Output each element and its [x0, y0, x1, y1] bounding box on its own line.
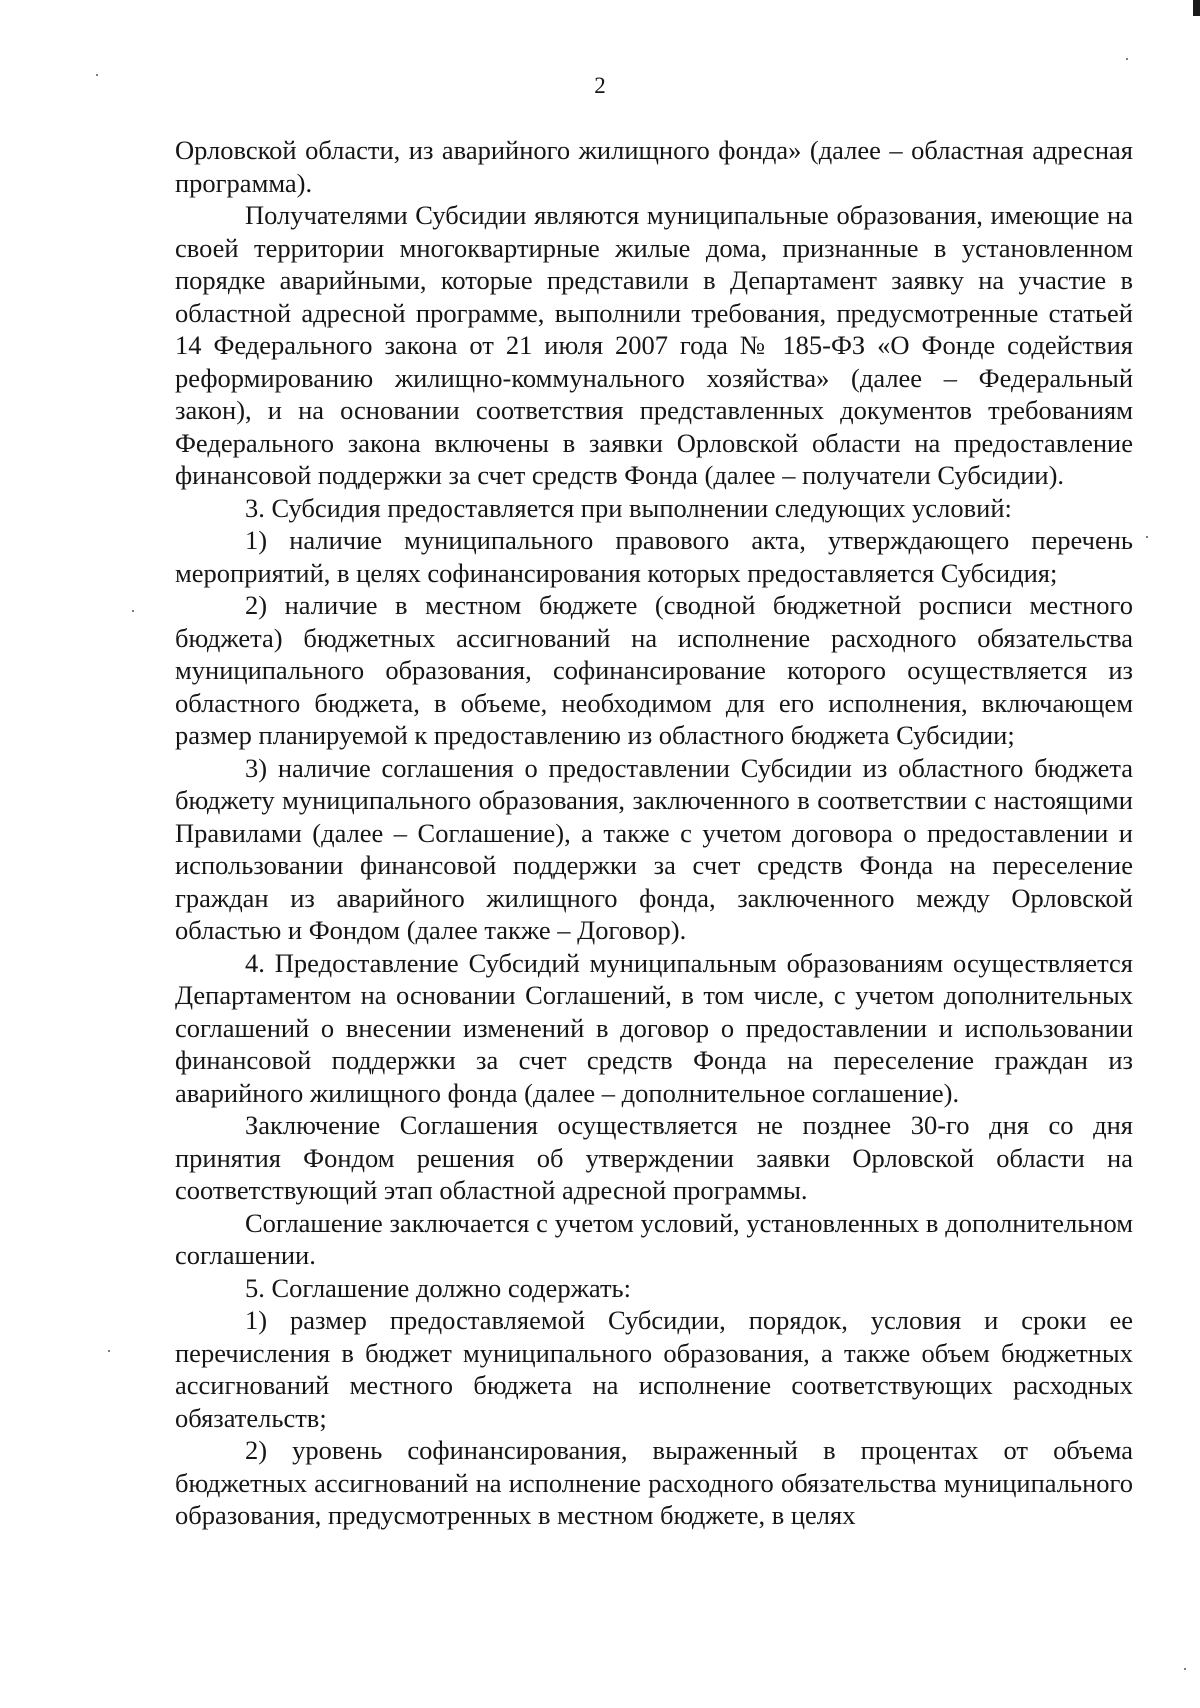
paragraph: 2) наличие в местном бюджете (сводной бюджетной росписи местного бюджета) бюджетных ассигнований на исполнение расходного обязательства муниципального образования, софинансирование которого осуществляется из областного бюджета, в объеме, необходимом для его исполнения, включающем размер планируемой к предоставлению из областного бюджета Субсидии; [175, 590, 1133, 750]
paragraph: 1) наличие муниципального правового акта, утверждающего перечень мероприятий, в целях софинансирования которых предоставляется Субсидия; [175, 525, 1133, 588]
paragraph: 1) размер предоставляемой Субсидии, порядок, условия и сроки ее перечисления в бюджет муниципального образования, а также объем бюджетных ассигнований местного бюджета на исполнение соответствующих расходных обязательств; [175, 1305, 1133, 1433]
paragraph: 3. Субсидия предоставляется при выполнении следующих условий: [245, 492, 1012, 523]
document-body [175, 134, 1133, 1532]
paragraph: 4. Предоставление Субсидий муниципальным образованиям осуществляется Департаментом на основании Соглашений, в том числе, с учетом дополнительных соглашений о внесении изменений в договор о предоставлении и использовании финансовой поддержки за счет средств Фонда на переселение граждан из аварийного жилищного фонда (далее – дополнительное соглашение). [175, 947, 1133, 1108]
paragraph: Орловской области, из аварийного жилищного фонда» (далее – областная адресная программа). [175, 135, 1133, 198]
paragraph: Получателями Субсидии являются муниципальные образования, имеющие на своей территории многоквартирные жилые дома, признанные в установленном порядке аварийными, которые представили в Департамент заявку на участие в областной адресной программе, выполнили требования, предусмотренные статьей 14 Федерального закона от 21 июля 2007 года № 185-ФЗ «О Фонде содействия реформированию жилищно-коммунального хозяйства» (далее – Федеральный закон), и на основании соответствия представленных документов требованиям Федерального закона включены в заявки Орловской области на предоставление финансовой поддержки за счет средств Фонда (далее – получатели Субсидии). [175, 200, 1133, 490]
scan-speck [132, 610, 134, 612]
paragraph: Заключение Соглашения осуществляется не позднее 30-го дня со дня принятия Фондом решения об утверждении заявки Орловской области на соответствующий этап областной адресной программы. [175, 1110, 1133, 1205]
paragraph: 3) наличие соглашения о предоставлении Субсидии из областного бюджета бюджету муниципального образования, заключенного в соответствии с настоящими Правилами (далее – Соглашение), а также с учетом договора о предоставлении и использовании финансовой поддержки за счет средств Фонда на переселение граждан из аварийного жилищного фонда, заключенного между Орловской областью и Фондом (далее также – Договор). [175, 752, 1133, 945]
scan-speck [1184, 1668, 1186, 1670]
page-number: 2 [594, 73, 606, 98]
scan-speck [1126, 58, 1128, 60]
paragraph: 2) уровень софинансирования, выраженный в процентах от объема бюджетных ассигнований на исполнение расходного обязательства муниципального образования, предусмотренных в местном бюджете, в целях [175, 1435, 1133, 1530]
scan-speck [108, 1350, 110, 1352]
paragraph: 5. Соглашение должно содержать: [245, 1272, 631, 1303]
paragraph: Соглашение заключается с учетом условий, установленных в дополнительном соглашении. [175, 1207, 1133, 1270]
scan-speck [1146, 536, 1148, 538]
scan-edge-mark [1193, 0, 1200, 16]
